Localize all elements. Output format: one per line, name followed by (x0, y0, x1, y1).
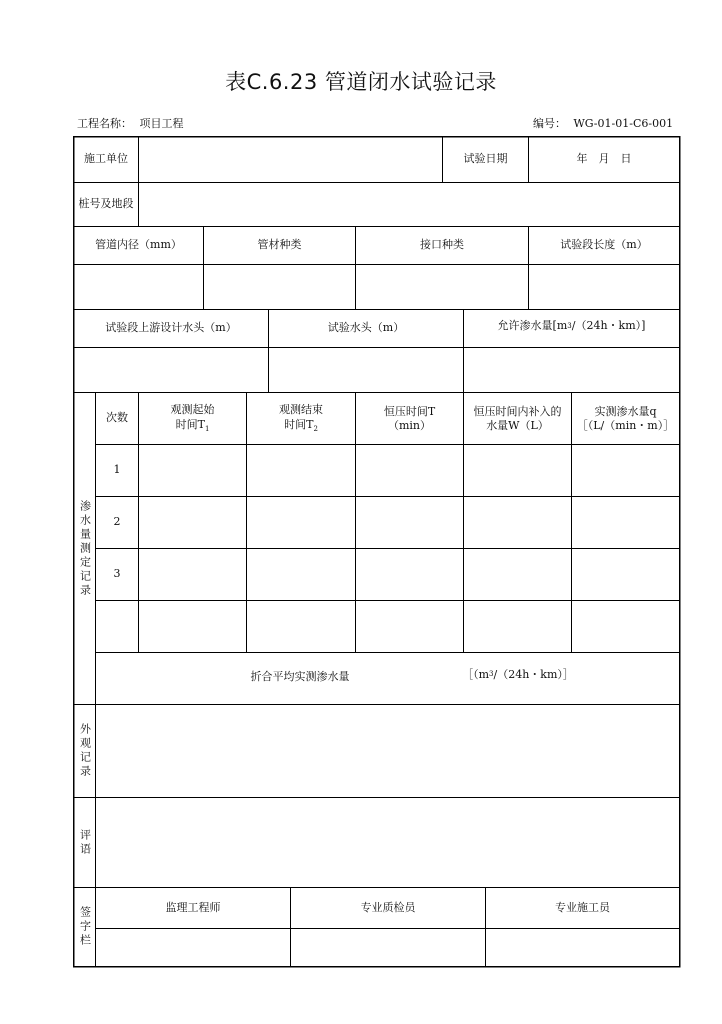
end-time-sub: 2 (313, 424, 318, 433)
signature-section-label: 签字栏 (78, 906, 92, 948)
pipe-material-field[interactable] (204, 265, 355, 309)
project-name-label: 工程名称： (77, 117, 132, 130)
allowed-seepage-text: 允许渗水量[m (497, 319, 568, 333)
end-time-line1: 观测结束 (279, 402, 323, 416)
row-number-3: 3 (113, 567, 121, 581)
constant-time-header (356, 393, 463, 444)
average-unit-rest: /（24h・km）］ (493, 667, 574, 681)
average-seepage-unit (458, 660, 578, 690)
appearance-field[interactable] (96, 705, 679, 797)
comment-label: 评语 (78, 828, 92, 857)
pipe-diameter-header: 管道内径（mm） (95, 238, 182, 252)
document-code-value: WG-01-01-C6-001 (573, 117, 674, 130)
end-time-text: 时间T (284, 417, 314, 431)
average-unit-text: ［（m (462, 667, 490, 681)
appearance-label: 外观记录 (78, 723, 92, 779)
test-head-field[interactable] (269, 348, 463, 392)
upstream-head-header: 试验段上游设计水头（m） (105, 321, 237, 335)
measured-seepage-line1: 实测渗水量q (594, 405, 657, 419)
joint-type-header: 接口种类 (420, 238, 464, 252)
start-time-line2 (176, 418, 210, 435)
measured-seepage-header (572, 393, 679, 444)
start-time-text: 时间T (175, 417, 205, 431)
constructor-header: 专业施工员 (555, 900, 610, 914)
row-number-4 (96, 601, 138, 652)
allowed-seepage-header (464, 308, 679, 345)
test-head-header: 试验水头（m） (327, 321, 405, 335)
station-label: 桩号及地段 (78, 197, 134, 211)
supervisor-signature-field[interactable] (96, 929, 290, 966)
water-added-header (464, 393, 571, 444)
station-field[interactable] (139, 183, 679, 226)
start-time-sub: 1 (204, 424, 210, 433)
average-unit-sup: 3 (489, 670, 494, 679)
pipe-diameter-field[interactable] (74, 265, 203, 309)
upstream-head-field[interactable] (74, 348, 268, 392)
water-added-line2: 水量W（L） (486, 418, 549, 432)
allowed-seepage-field[interactable] (464, 348, 679, 392)
supervisor-header: 监理工程师 (165, 900, 221, 914)
water-added-line1: 恒压时间内补入的 (473, 405, 562, 419)
segment-length-header: 试验段长度（m） (560, 238, 648, 252)
comment-field[interactable] (96, 798, 679, 887)
pipe-material-header: 管材种类 (257, 238, 302, 252)
row-number-2: 2 (113, 515, 121, 529)
quality-inspector-signature-field[interactable] (291, 929, 485, 966)
construction-unit-label: 施工单位 (84, 152, 128, 166)
seepage-section-label: 渗水量测定记录 (78, 499, 92, 598)
document-code-label: 编号： (533, 117, 566, 130)
construction-unit-field[interactable] (139, 137, 442, 182)
project-name-value: 项目工程 (139, 117, 184, 130)
start-time-line1: 观测起始 (170, 402, 215, 416)
page-title: 表C.6.23 管道闭水试验记录 (225, 70, 497, 94)
constant-time-line1: 恒压时间T (383, 405, 436, 419)
constructor-signature-field[interactable] (486, 929, 679, 966)
segment-length-field[interactable] (529, 265, 679, 309)
measured-seepage-line2: ［（L/（min・m）］ (576, 418, 675, 432)
allowed-seepage-unit: /（24h・km）] (571, 319, 646, 333)
average-seepage-label: 折合平均实测渗水量 (250, 669, 350, 683)
row-number-1: 1 (113, 463, 121, 477)
count-header: 次数 (106, 411, 128, 425)
end-time-header (247, 393, 355, 444)
joint-type-field[interactable] (356, 265, 528, 309)
test-date-label: 试验日期 (463, 152, 508, 166)
allowed-seepage-sup: 3 (567, 321, 572, 330)
constant-time-line2: （min） (387, 418, 432, 432)
start-time-header (139, 393, 246, 444)
end-time-line2 (284, 418, 318, 435)
test-date-field[interactable]: 年 月 日 (576, 152, 632, 166)
quality-inspector-header: 专业质检员 (360, 900, 416, 914)
